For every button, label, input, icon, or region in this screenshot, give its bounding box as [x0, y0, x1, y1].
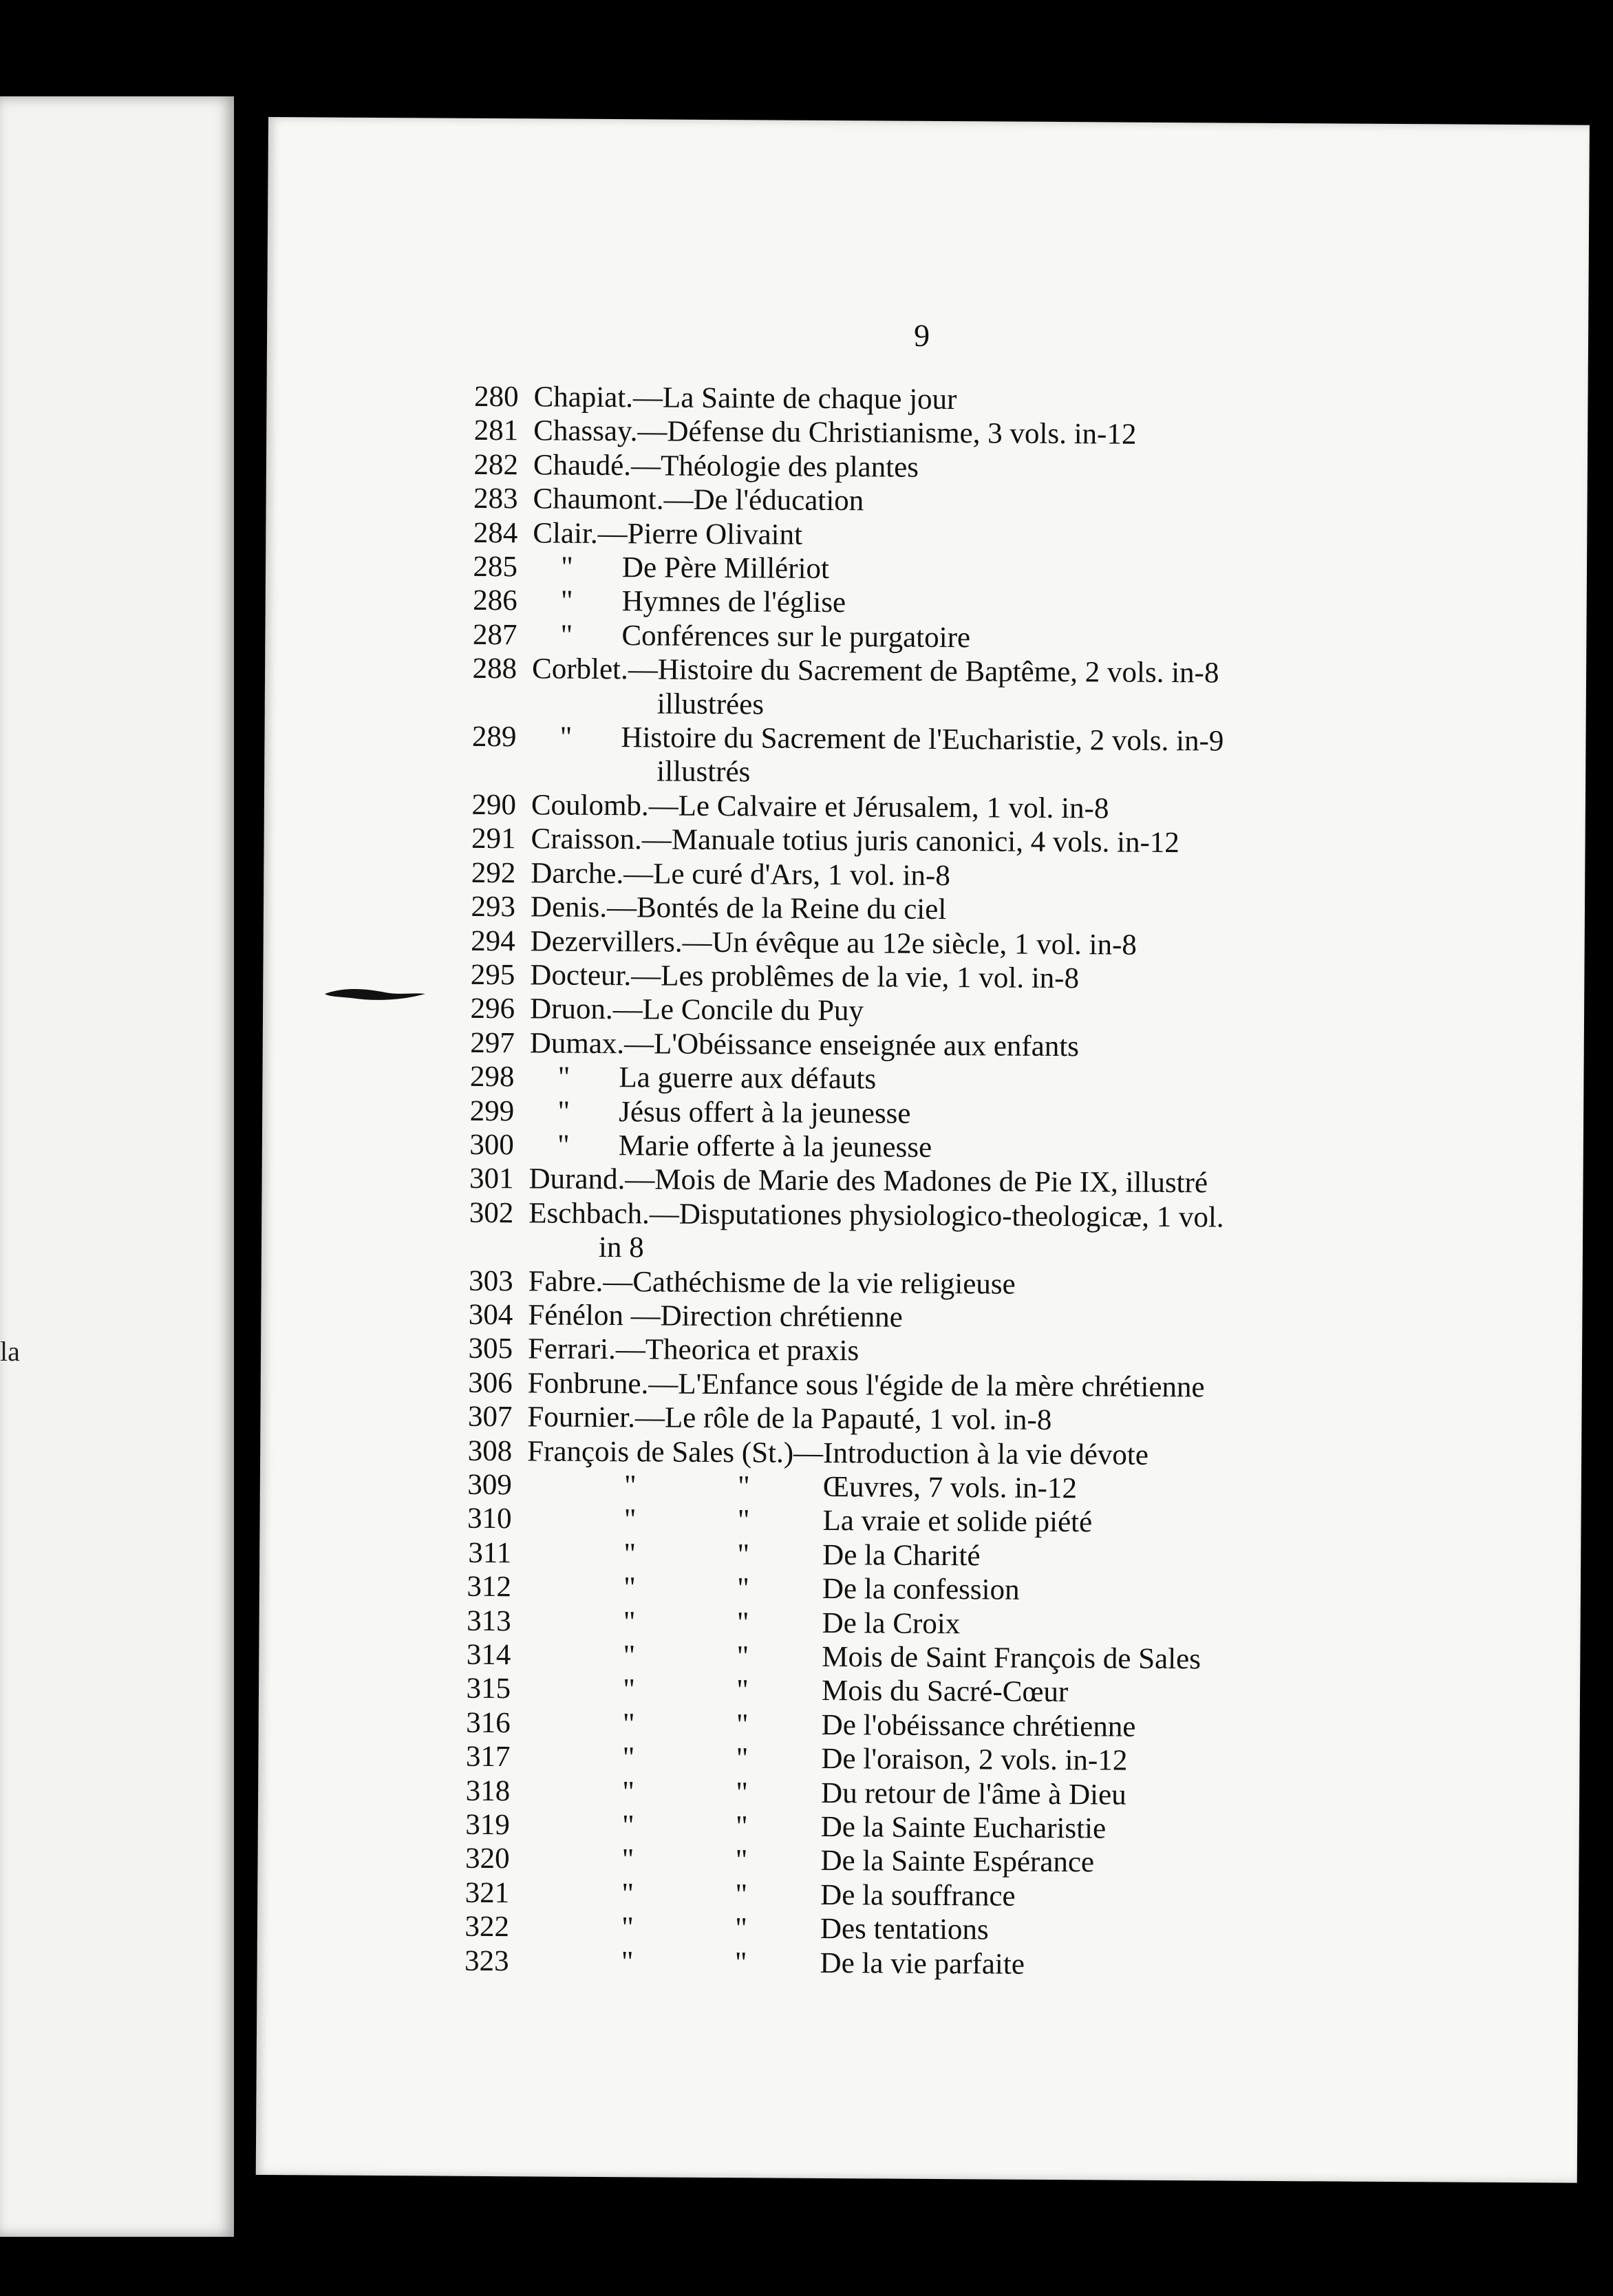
entry-body [531, 788, 1109, 826]
entry-title: —L'Obéissance enseignée aux enfants [623, 1027, 1080, 1063]
ditto-mark: " [735, 1912, 747, 1945]
entry-number: 292 [471, 856, 516, 889]
entry-number: 299 [469, 1094, 515, 1127]
entry-title: De la Croix [822, 1606, 961, 1640]
entry-number: 284 [473, 516, 518, 549]
entry-number: 312 [467, 1571, 512, 1604]
ditto-mark: " [622, 1708, 635, 1741]
entry-title: Conférences sur le purgatoire [621, 619, 971, 655]
ditto-mark: " [737, 1538, 750, 1571]
entry-author: Ferrari. [527, 1332, 616, 1366]
entry-body [531, 890, 947, 926]
entry-number: 321 [464, 1876, 510, 1910]
entry-number: 305 [468, 1332, 513, 1365]
entry-body [530, 1026, 1079, 1063]
ditto-mark: " [623, 1469, 637, 1502]
entry-author: Dumax. [529, 1027, 625, 1060]
entry-body [528, 1298, 903, 1335]
entry-body [533, 516, 802, 552]
entry-number: 304 [468, 1298, 513, 1332]
entry-body [529, 1128, 932, 1165]
entry-author: Clair. [533, 516, 598, 550]
entry-title: De Père Millériot [621, 551, 830, 586]
entry-number: 313 [467, 1604, 511, 1637]
entry-number: 285 [473, 550, 518, 584]
ditto-mark: " [736, 1708, 749, 1741]
entry-author: Chaumont. [533, 482, 664, 516]
entry-body [524, 1842, 1094, 1880]
entry-title: Jésus offert à la jeunesse [619, 1095, 911, 1130]
entry-title: De la Sainte Espérance [820, 1845, 1095, 1879]
entry-number: 287 [472, 618, 517, 652]
entry-body [526, 1571, 1020, 1608]
entry-number: 288 [472, 652, 517, 685]
ditto-mark: " [734, 1946, 747, 1979]
catalog-entries [436, 380, 1574, 1985]
ditto-mark: " [735, 1810, 748, 1843]
entry-body [531, 924, 1137, 962]
entry-title: —De l'éducation [663, 483, 864, 518]
entry-number: 311 [468, 1536, 512, 1570]
entry-body [528, 1264, 1016, 1301]
entry-author: Fénélon [528, 1299, 624, 1332]
entry-body [529, 1060, 876, 1096]
entry-title: —Le rôle de la Papauté, 1 vol. in-8 [634, 1401, 1052, 1437]
page-number: 9 [913, 317, 930, 353]
entry-number: 308 [467, 1434, 513, 1467]
entry-number: 293 [471, 890, 516, 924]
entry-body [526, 1536, 981, 1573]
entry-number: 302 [469, 1196, 514, 1229]
entry-body [530, 958, 1079, 995]
entry-number: 314 [466, 1638, 511, 1672]
entry-title: Marie offerte à la jeunesse [618, 1129, 932, 1164]
ditto-mark: " [557, 1095, 570, 1128]
entry-body [527, 1468, 1077, 1505]
entry-number: 280 [473, 380, 519, 414]
entry-number: 310 [467, 1502, 512, 1535]
entry-title: De la souffrance [820, 1878, 1016, 1913]
catalog-entry [436, 1944, 1564, 1984]
entry-body [524, 1944, 1025, 1981]
entry-body [533, 448, 919, 485]
entry-title: —Défense du Christianisme, 3 vols. in-12 [637, 415, 1137, 451]
entry-continuation: in 8 [598, 1231, 644, 1264]
entry-number: 289 [471, 720, 517, 754]
ditto-mark: " [561, 551, 573, 584]
entry-number: 298 [469, 1060, 515, 1094]
entry-title: —Manuale totius juris canonici, 4 vols. in-12 [641, 823, 1180, 860]
entry-title: La vraie et solide piété [822, 1505, 1093, 1539]
entry-title: —Cathéchisme de la vie religieuse [603, 1265, 1016, 1301]
entry-title: De la Sainte Eucharistie [820, 1811, 1107, 1845]
entry-number: 283 [473, 482, 518, 515]
entry-body [533, 482, 864, 518]
entry-title: De l'obéissance chrétienne [821, 1708, 1136, 1743]
entry-number: 294 [471, 924, 515, 957]
entry-number: 295 [470, 958, 515, 992]
entry-body [530, 992, 864, 1028]
entry-body [528, 1196, 1224, 1235]
entry-author: Chapiat. [533, 381, 634, 414]
entry-author: Chassay. [533, 414, 638, 448]
ditto-mark: " [735, 1844, 748, 1877]
entry-body [533, 584, 846, 620]
entry-number: 315 [466, 1672, 511, 1705]
entry-title: —Les problêmes de la vie, 1 vol. in-8 [631, 959, 1080, 995]
left-page-fragment: la [0, 1336, 20, 1367]
entry-body [526, 1672, 1069, 1710]
entry-number: 282 [473, 448, 519, 482]
ditto-mark: " [557, 1129, 570, 1162]
entry-title: —Theorica et praxis [615, 1333, 859, 1368]
left-page [0, 96, 234, 2237]
entry-title: —Le Calvaire et Jérusalem, 1 vol. in-8 [648, 789, 1109, 825]
entry-author: Durand. [528, 1162, 626, 1196]
ditto-mark: " [736, 1674, 749, 1707]
ditto-mark: " [621, 1911, 634, 1944]
entry-title: Œuvres, 7 vols. in-12 [822, 1470, 1078, 1505]
entry-number: 322 [464, 1911, 510, 1944]
entry-number: 323 [464, 1944, 509, 1977]
entry-body [533, 550, 829, 586]
entry-body [526, 1638, 1201, 1676]
entry-author: Dezervillers. [530, 924, 683, 959]
entry-number: 320 [464, 1842, 510, 1875]
entry-continuation: illustrées [656, 688, 765, 721]
entry-author: Coulomb. [531, 789, 649, 822]
entry-body [527, 1401, 1051, 1438]
ditto-mark: " [621, 1945, 634, 1978]
entry-title: —Le Concile du Puy [612, 993, 864, 1028]
entry-author: Fonbrune. [527, 1367, 649, 1401]
entry-body [533, 414, 1137, 452]
entry-title: Du retour de l'âme à Dieu [820, 1776, 1126, 1811]
entry-body [531, 856, 950, 893]
ditto-mark: " [621, 1843, 634, 1876]
catalog-entry [440, 1195, 1570, 1271]
ditto-mark: " [736, 1776, 749, 1809]
entry-author: Eschbach. [528, 1197, 650, 1231]
ditto-mark: " [622, 1741, 635, 1774]
ditto-mark: " [622, 1775, 635, 1808]
entry-body [532, 652, 1219, 691]
entry-title: Mois du Sacré-Cœur [821, 1675, 1069, 1709]
entry-author: Darche. [531, 857, 624, 890]
ditto-mark: " [621, 1878, 634, 1911]
entry-title: —Histoire du Sacrement de Baptême, 2 vols. in-8 [628, 653, 1219, 690]
entry-author: Fabre. [528, 1264, 603, 1298]
entry-author: François de Sales (St.) [527, 1434, 794, 1469]
entry-body [533, 380, 957, 416]
ditto-mark: " [736, 1640, 749, 1673]
entry-number: 301 [469, 1162, 514, 1195]
ditto-mark: " [623, 1605, 636, 1638]
entry-title: —Théologie des plantes [630, 449, 919, 484]
ditto-mark: " [623, 1673, 635, 1706]
entry-title: —Disputationes physiologico-theologicæ, 1 vol. [649, 1198, 1224, 1234]
entry-number: 286 [473, 584, 517, 617]
entry-number: 319 [465, 1808, 510, 1842]
ditto-mark: " [560, 585, 573, 618]
entry-body [528, 1332, 859, 1368]
entry-author: Craisson. [531, 822, 642, 856]
entry-number: 303 [469, 1264, 513, 1297]
entry-body [531, 822, 1179, 860]
entry-body [524, 1911, 989, 1948]
entry-title: La guerre aux défauts [619, 1061, 877, 1096]
entry-title: Histoire du Sacrement de l'Eucharistie, 2 vols. in-9 [621, 721, 1224, 758]
ditto-mark: " [737, 1504, 750, 1537]
entry-number: 306 [468, 1366, 513, 1399]
entry-title: De la Charité [822, 1538, 981, 1573]
entry-number: 307 [467, 1400, 513, 1434]
entry-title: —La Sainte de chaque jour [632, 381, 957, 416]
entry-title: Des tentations [820, 1913, 989, 1946]
entry-number: 317 [465, 1741, 511, 1774]
entry-number: 296 [470, 992, 515, 1025]
entry-number: 297 [470, 1026, 515, 1059]
entry-number: 281 [473, 414, 519, 447]
entry-continuation: illustrés [656, 755, 751, 789]
entry-author: Corblet. [531, 652, 628, 686]
entry-body [528, 1366, 1205, 1404]
entry-body [529, 1094, 911, 1131]
ditto-mark: " [623, 1538, 637, 1571]
entry-author: Fournier. [527, 1401, 636, 1434]
entry-title: —L'Enfance sous l'égide de la mère chrétienne [648, 1368, 1205, 1404]
entry-title: —Un évêque au 12e siècle, 1 vol. in-8 [682, 926, 1137, 961]
entry-number: 290 [471, 788, 517, 822]
ditto-mark: " [621, 1809, 634, 1842]
entry-title: —Introduction à la vie dévote [793, 1436, 1149, 1471]
entry-body [526, 1502, 1092, 1540]
entry-title: —Direction chrétienne [623, 1299, 904, 1334]
entry-body [525, 1808, 1107, 1846]
ditto-mark: " [737, 1470, 750, 1503]
catalog-entry [444, 652, 1573, 727]
entry-title: De l'oraison, 2 vols. in-12 [821, 1743, 1128, 1777]
entry-title: De la vie parfaite [820, 1946, 1025, 1981]
entry-title: —Le curé d'Ars, 1 vol. in-8 [623, 857, 950, 892]
entry-author: Denis. [530, 891, 608, 924]
ditto-mark: " [557, 1061, 570, 1094]
ditto-mark: " [623, 1503, 637, 1536]
catalog-page [256, 117, 1590, 2183]
entry-body [526, 1706, 1136, 1744]
entry-author: Docteur. [530, 959, 632, 992]
entry-body [524, 1876, 1016, 1913]
ditto-mark: " [559, 721, 573, 754]
ditto-mark: " [623, 1639, 636, 1672]
entry-number: 318 [465, 1774, 511, 1807]
entry-number: 309 [467, 1468, 513, 1502]
ditto-mark: " [735, 1878, 748, 1911]
ink-pointer-mark [323, 986, 427, 1003]
entry-number: 300 [469, 1128, 515, 1162]
entry-number: 291 [471, 822, 516, 855]
entry-author: Druon. [529, 992, 613, 1026]
entry-body [532, 618, 970, 655]
entry-body [525, 1774, 1126, 1812]
catalog-entry [443, 720, 1572, 795]
entry-body [527, 1434, 1149, 1472]
entry-title: Mois de Saint François de Sales [822, 1640, 1201, 1676]
entry-title: —Pierre Olivaint [597, 517, 803, 551]
entry-author: Chaudé. [533, 449, 632, 482]
entry-body [525, 1741, 1127, 1778]
entry-body [531, 720, 1224, 758]
ditto-mark: " [560, 619, 573, 652]
entry-title: Hymnes de l'église [621, 585, 846, 619]
ditto-mark: " [736, 1742, 749, 1775]
entry-title: —Bontés de la Reine du ciel [606, 891, 947, 926]
entry-title: —Mois de Marie des Madones de Pie IX, illustré [625, 1163, 1208, 1200]
entry-body [526, 1604, 961, 1641]
entry-number: 316 [466, 1706, 511, 1740]
entry-body [528, 1162, 1208, 1200]
entry-title: De la confession [822, 1573, 1020, 1606]
ditto-mark: " [736, 1606, 749, 1639]
ditto-mark: " [623, 1571, 636, 1604]
ditto-mark: " [737, 1572, 749, 1605]
